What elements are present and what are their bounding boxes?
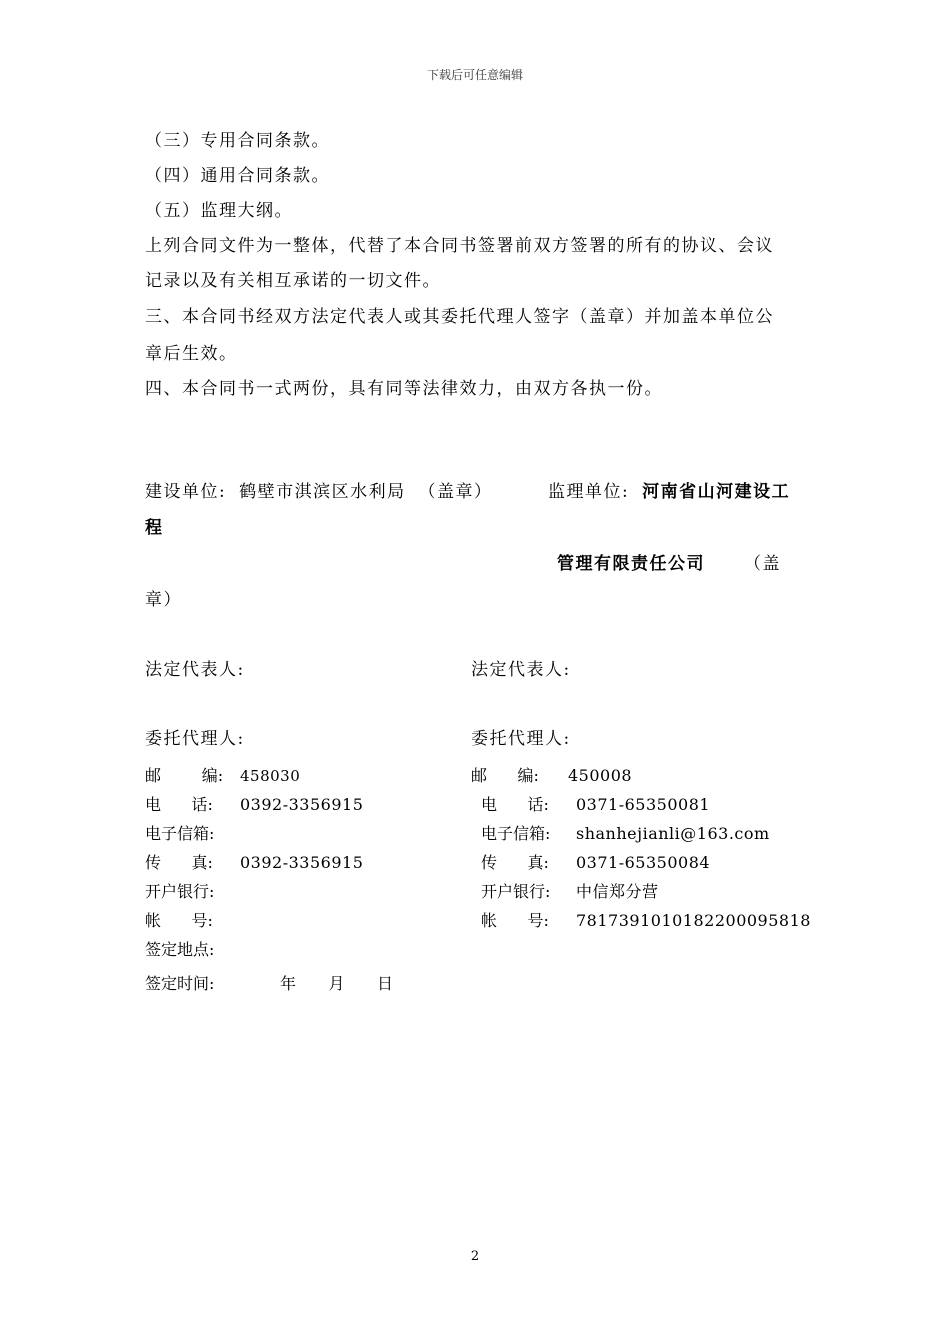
supervisor-phone-value: 0371-65350081 (576, 795, 711, 814)
page-number: 2 (470, 1249, 480, 1264)
supervisor-email-value: shanhejianli@163.com (576, 824, 770, 843)
client-email-label: 电子信箱: (145, 824, 215, 843)
clause-para3: 四、本合同书一式两份，具有同等法律效力，由双方各执一份。 (145, 379, 663, 399)
supervisor-bank (481, 879, 659, 902)
client-phone-value: 0392-3356915 (240, 795, 364, 814)
clause-item-5: （五）监理大纲。 (145, 201, 293, 221)
supervisor-seal-part1: （盖 (744, 554, 781, 574)
clause-para2-line1: 三、本合同书经双方法定代表人或其委托代理人签字（盖章）并加盖本单位公 (145, 307, 774, 327)
client-phone (145, 792, 363, 815)
client-bank-label: 开户银行: (145, 882, 215, 901)
client-legal-rep-label: 法定代表人: (145, 660, 245, 680)
signing-place (145, 937, 214, 960)
client-agent-label: 委托代理人: (145, 729, 245, 749)
supervisor-bank-value: 中信郑分营 (576, 882, 659, 901)
client-postcode-value: 458030 (240, 767, 301, 785)
clause-item-3: （三）专用合同条款。 (145, 131, 330, 151)
supervisor-party (548, 477, 790, 502)
client-seal: （盖章） (418, 482, 493, 502)
supervisor-seal-part2: 章） (145, 590, 182, 610)
supervisor-name-part1: 河南省山河建设工 (642, 482, 791, 502)
client-party (145, 477, 493, 502)
supervisor-account-label: 帐 号: (481, 911, 549, 930)
supervisor-phone-label: 电 话: (481, 795, 549, 814)
supervisor-postcode-label: 邮 编: (471, 766, 539, 785)
clause-para2-line2: 章后生效。 (145, 344, 238, 364)
clause-para1-line1: 上列合同文件为一整体，代替了本合同书签署前双方签署的所有的协议、会议 (145, 236, 774, 256)
client-name: 鹤壁市淇滨区水利局 (239, 482, 406, 502)
signing-time-label: 签定时间: (145, 974, 215, 993)
signing-time-month: 月 (328, 974, 346, 993)
supervisor-phone (481, 792, 710, 815)
signing-time (145, 971, 394, 994)
supervisor-agent-label: 委托代理人: (471, 729, 571, 749)
supervisor-bank-label: 开户银行: (481, 882, 551, 901)
supervisor-label: 监理单位: (548, 482, 630, 502)
client-postcode-label: 邮 编: (145, 766, 224, 785)
supervisor-name-part3: 管理有限责任公司 (557, 554, 705, 574)
page-header-note: 下载后可任意编辑 (426, 68, 523, 82)
supervisor-legal-rep-label: 法定代表人: (471, 660, 571, 680)
client-postcode (145, 763, 300, 786)
supervisor-email-label: 电子信箱: (481, 824, 551, 843)
supervisor-name-part2: 程 (145, 518, 164, 538)
clause-item-4: （四）通用合同条款。 (145, 166, 330, 186)
client-fax (145, 850, 363, 873)
supervisor-account-value: 7817391010182200095818 (576, 911, 811, 930)
signing-time-day: 日 (377, 974, 394, 993)
client-fax-value: 0392-3356915 (240, 853, 364, 872)
client-phone-label: 电 话: (145, 795, 213, 814)
signing-time-year: 年 (280, 974, 297, 993)
client-bank (145, 879, 240, 902)
supervisor-postcode (471, 763, 632, 786)
client-fax-label: 传 真: (145, 853, 213, 872)
supervisor-fax-label: 传 真: (481, 853, 549, 872)
signing-place-label: 签定地点: (145, 940, 215, 959)
supervisor-account (481, 908, 811, 931)
supervisor-fax-value: 0371-65350084 (576, 853, 711, 872)
supervisor-fax (481, 850, 710, 873)
clause-para1-line2: 记录以及有关相互承诺的一切文件。 (145, 271, 441, 291)
client-email (145, 821, 240, 844)
supervisor-postcode-value: 450008 (568, 766, 633, 785)
client-account (145, 908, 240, 931)
supervisor-email (481, 821, 770, 844)
client-label: 建设单位: (145, 482, 227, 502)
client-account-label: 帐 号: (145, 911, 213, 930)
